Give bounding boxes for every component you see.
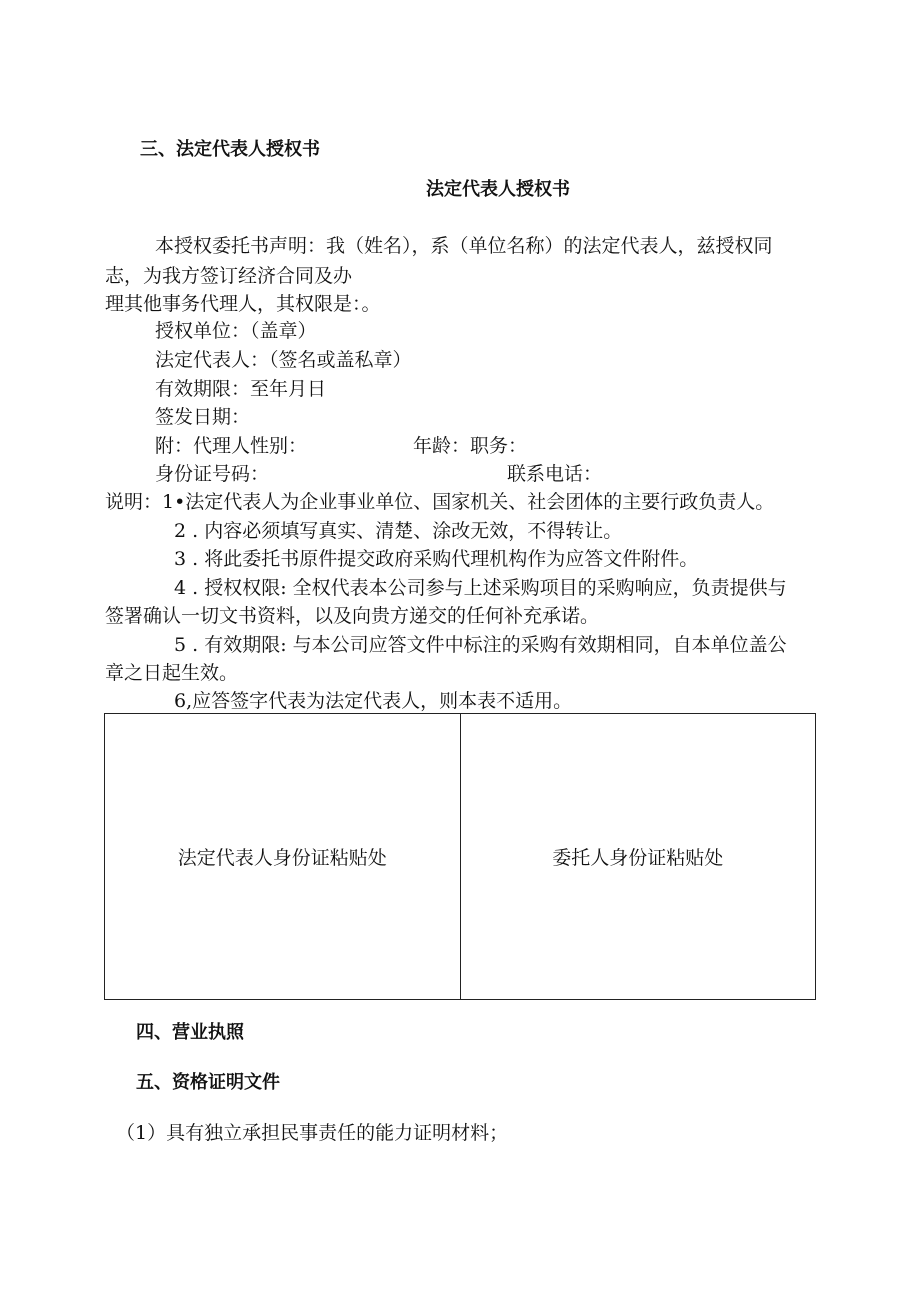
declaration-line-1: 本授权委托书声明：我（姓名），系（单位名称）的法定代表人，兹授权同 <box>155 235 773 257</box>
agent-id-paste-label: 委托人身份证粘贴处 <box>552 847 724 869</box>
field-legal-representative: 法定代表人：（签名或盖私章） <box>155 349 412 371</box>
field-phone: 联系电话： <box>507 463 603 485</box>
field-validity-period: 有效期限：至年月日 <box>155 378 327 400</box>
declaration-line-3: 理其他事务代理人，其权限是：。 <box>105 293 381 315</box>
legal-rep-id-paste-label: 法定代表人身份证粘贴处 <box>177 847 387 869</box>
note-5-line-2: 章之日起生效。 <box>105 662 239 684</box>
note-2: 2 . 内容必须填写真实、清楚、涂改无效，不得转让。 <box>174 520 623 542</box>
qualification-item-1: （1）具有独立承担民事责任的能力证明材料； <box>116 1122 509 1144</box>
note-3: 3 . 将此委托书原件提交政府采购代理机构作为应答文件附件。 <box>174 548 699 570</box>
note-6: 6,应答签字代表为法定代表人，则本表不适用。 <box>174 690 573 712</box>
note-4-line-1: 4 . 授权权限: 全权代表本公司参与上述采购项目的采购响应，负责提供与 <box>174 577 787 599</box>
section-heading-qualification: 五、资格证明文件 <box>136 1072 280 1093</box>
field-id-number: 身份证号码： <box>155 463 270 485</box>
id-card-paste-table <box>104 713 816 1000</box>
section-heading-authorization: 三、法定代表人授权书 <box>140 139 320 160</box>
document-title: 法定代表人授权书 <box>426 179 570 200</box>
legal-rep-id-paste-area <box>105 714 460 999</box>
note-1: 说明：1•法定代表人为企业事业单位、国家机关、社会团体的主要行政负责人。 <box>105 491 775 513</box>
agent-id-paste-area <box>460 714 816 999</box>
field-age-position: 年龄：职务： <box>413 435 528 457</box>
field-agent-gender: 附：代理人性别： <box>155 435 308 457</box>
note-4-line-2: 签署确认一切文书资料，以及向贵方递交的任何补充承诺。 <box>105 605 600 627</box>
section-heading-business-license: 四、营业执照 <box>136 1022 244 1043</box>
declaration-line-2: 志，为我方签订经济合同及办 <box>105 265 353 287</box>
note-5-line-1: 5 . 有效期限: 与本公司应答文件中标注的采购有效期相同，自本单位盖公 <box>174 634 787 656</box>
field-issue-date: 签发日期： <box>155 406 251 428</box>
field-authorizing-unit: 授权单位：（盖章） <box>155 320 317 342</box>
